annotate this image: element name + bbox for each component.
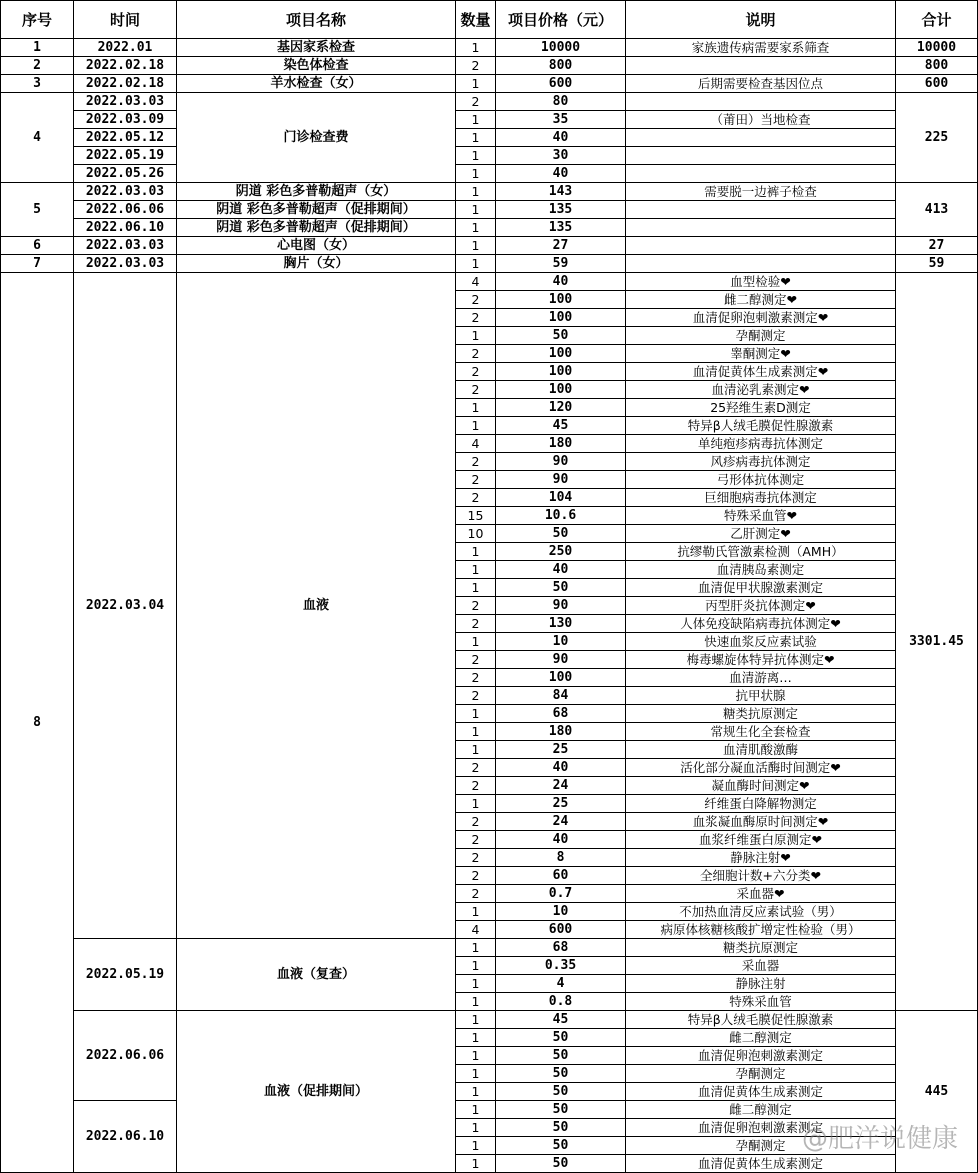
row-price: 90 xyxy=(496,453,626,471)
row-note: 血清胰岛素测定 xyxy=(626,561,896,579)
row-note: 孕酮测定 xyxy=(626,1137,896,1155)
header-date: 时间 xyxy=(74,1,177,39)
row-qty: 1 xyxy=(456,723,496,741)
table-row xyxy=(1,183,978,201)
row-item: 心电图（女） xyxy=(177,237,456,255)
table-row xyxy=(1,255,978,273)
row-note xyxy=(626,57,896,75)
row-total: 445 xyxy=(896,1011,978,1173)
row-note: 抗甲状腺 xyxy=(626,687,896,705)
row-price: 135 xyxy=(496,219,626,237)
row-note: 血清促黄体生成素测定 xyxy=(626,1155,896,1173)
row-qty: 1 xyxy=(456,1065,496,1083)
row-note: 静脉注射❤ xyxy=(626,849,896,867)
row-date: 2022.02.18 xyxy=(74,75,177,93)
row-price: 50 xyxy=(496,1029,626,1047)
row-date: 2022.03.03 xyxy=(74,255,177,273)
row-price: 0.7 xyxy=(496,885,626,903)
row-note: 血清促黄体生成素测定 xyxy=(626,1083,896,1101)
row-note: 血浆凝血酶原时间测定❤ xyxy=(626,813,896,831)
row-note: 纤维蛋白降解物测定 xyxy=(626,795,896,813)
row-note xyxy=(626,219,896,237)
row-price: 27 xyxy=(496,237,626,255)
table-row xyxy=(1,1011,978,1029)
row-price: 24 xyxy=(496,813,626,831)
row-qty: 1 xyxy=(456,75,496,93)
row-note: 快速血浆反应素试验 xyxy=(626,633,896,651)
row-qty: 2 xyxy=(456,453,496,471)
row-date: 2022.06.10 xyxy=(74,1101,177,1173)
row-price: 40 xyxy=(496,273,626,291)
row-note: 血型检验❤ xyxy=(626,273,896,291)
row-price: 40 xyxy=(496,561,626,579)
row-qty: 2 xyxy=(456,309,496,327)
header-note: 说明 xyxy=(626,1,896,39)
row-price: 68 xyxy=(496,939,626,957)
row-note: 梅毒螺旋体特异抗体测定❤ xyxy=(626,651,896,669)
row-note: 雌二醇测定❤ xyxy=(626,291,896,309)
row-qty: 4 xyxy=(456,273,496,291)
row-price: 10 xyxy=(496,903,626,921)
row-qty: 1 xyxy=(456,903,496,921)
row-item: 血液（促排期间） xyxy=(177,1011,456,1173)
row-price: 60 xyxy=(496,867,626,885)
row-qty: 1 xyxy=(456,1011,496,1029)
row-qty: 2 xyxy=(456,831,496,849)
table-row xyxy=(1,129,978,147)
row-qty: 2 xyxy=(456,669,496,687)
row-qty: 1 xyxy=(456,957,496,975)
row-note: 血浆纤维蛋白原测定❤ xyxy=(626,831,896,849)
row-price: 50 xyxy=(496,327,626,345)
row-number: 7 xyxy=(1,255,74,273)
row-qty: 2 xyxy=(456,93,496,111)
row-qty: 2 xyxy=(456,615,496,633)
row-note: 孕酮测定 xyxy=(626,1065,896,1083)
row-price: 45 xyxy=(496,417,626,435)
row-price: 59 xyxy=(496,255,626,273)
row-qty: 1 xyxy=(456,633,496,651)
row-note xyxy=(626,201,896,219)
row-price: 600 xyxy=(496,921,626,939)
row-note: 采血器 xyxy=(626,957,896,975)
row-qty: 2 xyxy=(456,345,496,363)
row-qty: 2 xyxy=(456,849,496,867)
row-price: 40 xyxy=(496,129,626,147)
row-note: 单纯疱疹病毒抗体测定 xyxy=(626,435,896,453)
row-qty: 4 xyxy=(456,921,496,939)
row-price: 250 xyxy=(496,543,626,561)
row-item: 血液（复查） xyxy=(177,939,456,1011)
row-note: 雌二醇测定 xyxy=(626,1029,896,1047)
row-price: 35 xyxy=(496,111,626,129)
row-date: 2022.03.04 xyxy=(74,273,177,939)
row-price: 10 xyxy=(496,633,626,651)
row-number: 2 xyxy=(1,57,74,75)
row-qty: 1 xyxy=(456,795,496,813)
row-note xyxy=(626,147,896,165)
row-qty: 10 xyxy=(456,525,496,543)
row-qty: 1 xyxy=(456,147,496,165)
header-item: 项目名称 xyxy=(177,1,456,39)
row-total: 800 xyxy=(896,57,978,75)
row-price: 40 xyxy=(496,831,626,849)
row-date: 2022.05.19 xyxy=(74,939,177,1011)
row-qty: 1 xyxy=(456,1137,496,1155)
row-qty: 2 xyxy=(456,57,496,75)
row-note: 凝血酶时间测定❤ xyxy=(626,777,896,795)
row-note: 后期需要检查基因位点 xyxy=(626,75,896,93)
row-date: 2022.02.18 xyxy=(74,57,177,75)
row-note: 家族遗传病需要家系筛查 xyxy=(626,39,896,57)
row-qty: 1 xyxy=(456,1047,496,1065)
row-qty: 1 xyxy=(456,417,496,435)
row-price: 50 xyxy=(496,1047,626,1065)
table-row xyxy=(1,57,978,75)
row-note: 孕酮测定 xyxy=(626,327,896,345)
row-total: 225 xyxy=(896,93,978,183)
row-note: 血清泌乳素测定❤ xyxy=(626,381,896,399)
row-qty: 1 xyxy=(456,1083,496,1101)
row-number: 5 xyxy=(1,183,74,237)
row-price: 0.35 xyxy=(496,957,626,975)
row-note: （莆田）当地检查 xyxy=(626,111,896,129)
row-date: 2022.03.03 xyxy=(74,183,177,201)
row-note: 常规生化全套检查 xyxy=(626,723,896,741)
row-date: 2022.06.10 xyxy=(74,219,177,237)
row-note: 活化部分凝血活酶时间测定❤ xyxy=(626,759,896,777)
row-date: 2022.03.09 xyxy=(74,111,177,129)
row-item: 阴道 彩色多普勒超声（促排期间） xyxy=(177,201,456,219)
row-qty: 2 xyxy=(456,687,496,705)
row-qty: 2 xyxy=(456,363,496,381)
row-total: 3301.45 xyxy=(896,273,978,1011)
table-row xyxy=(1,147,978,165)
row-qty: 1 xyxy=(456,39,496,57)
header-no: 序号 xyxy=(1,1,74,39)
row-price: 50 xyxy=(496,1155,626,1173)
row-price: 50 xyxy=(496,1065,626,1083)
row-note: 病原体核糖核酸扩增定性检验（男） xyxy=(626,921,896,939)
row-total: 10000 xyxy=(896,39,978,57)
row-note: 静脉注射 xyxy=(626,975,896,993)
row-qty: 15 xyxy=(456,507,496,525)
row-price: 800 xyxy=(496,57,626,75)
row-note: 特殊采血管 xyxy=(626,993,896,1011)
row-note: 风疹病毒抗体测定 xyxy=(626,453,896,471)
row-qty: 2 xyxy=(456,471,496,489)
row-price: 135 xyxy=(496,201,626,219)
row-qty: 1 xyxy=(456,165,496,183)
table-row xyxy=(1,201,978,219)
row-note: 血清促卵泡刺激素测定 xyxy=(626,1119,896,1137)
row-total: 413 xyxy=(896,183,978,237)
row-price: 10000 xyxy=(496,39,626,57)
table-row xyxy=(1,39,978,57)
row-price: 50 xyxy=(496,1101,626,1119)
table-row xyxy=(1,273,978,291)
row-qty: 2 xyxy=(456,489,496,507)
row-note: 全细胞计数+六分类❤ xyxy=(626,867,896,885)
row-qty: 1 xyxy=(456,939,496,957)
row-qty: 1 xyxy=(456,183,496,201)
row-note: 人体免疫缺陷病毒抗体测定❤ xyxy=(626,615,896,633)
table-row xyxy=(1,1101,978,1119)
row-note: 弓形体抗体测定 xyxy=(626,471,896,489)
row-note: 血清促卵泡刺激素测定❤ xyxy=(626,309,896,327)
row-qty: 1 xyxy=(456,129,496,147)
table-row xyxy=(1,75,978,93)
row-total: 59 xyxy=(896,255,978,273)
row-qty: 2 xyxy=(456,651,496,669)
row-note: 巨细胞病毒抗体测定 xyxy=(626,489,896,507)
row-qty: 1 xyxy=(456,543,496,561)
row-qty: 1 xyxy=(456,1029,496,1047)
row-number: 6 xyxy=(1,237,74,255)
row-price: 30 xyxy=(496,147,626,165)
table-row xyxy=(1,939,978,957)
row-qty: 2 xyxy=(456,381,496,399)
row-price: 10.6 xyxy=(496,507,626,525)
row-price: 100 xyxy=(496,291,626,309)
row-price: 100 xyxy=(496,345,626,363)
row-qty: 1 xyxy=(456,237,496,255)
row-qty: 1 xyxy=(456,219,496,237)
row-price: 90 xyxy=(496,597,626,615)
row-number: 1 xyxy=(1,39,74,57)
row-note: 血清促黄体生成素测定❤ xyxy=(626,363,896,381)
table-row xyxy=(1,111,978,129)
row-price: 143 xyxy=(496,183,626,201)
row-price: 600 xyxy=(496,75,626,93)
row-price: 45 xyxy=(496,1011,626,1029)
row-note: 睾酮测定❤ xyxy=(626,345,896,363)
row-price: 84 xyxy=(496,687,626,705)
row-date: 2022.06.06 xyxy=(74,1011,177,1101)
row-qty: 1 xyxy=(456,975,496,993)
row-price: 40 xyxy=(496,759,626,777)
row-note: 特异β人绒毛膜促性腺激素 xyxy=(626,1011,896,1029)
row-price: 100 xyxy=(496,309,626,327)
row-item: 阴道 彩色多普勒超声（女） xyxy=(177,183,456,201)
row-qty: 1 xyxy=(456,1119,496,1137)
row-note: 特异β人绒毛膜促性腺激素 xyxy=(626,417,896,435)
table-body xyxy=(1,39,978,1173)
row-price: 104 xyxy=(496,489,626,507)
row-qty: 1 xyxy=(456,327,496,345)
row-qty: 2 xyxy=(456,291,496,309)
row-number: 3 xyxy=(1,75,74,93)
table-row xyxy=(1,219,978,237)
row-qty: 1 xyxy=(456,255,496,273)
row-qty: 1 xyxy=(456,1101,496,1119)
row-price: 25 xyxy=(496,795,626,813)
row-note: 采血器❤ xyxy=(626,885,896,903)
row-price: 24 xyxy=(496,777,626,795)
row-price: 50 xyxy=(496,1137,626,1155)
row-number: 4 xyxy=(1,93,74,183)
row-date: 2022.05.26 xyxy=(74,165,177,183)
row-qty: 4 xyxy=(456,435,496,453)
header-qty: 数量 xyxy=(456,1,496,39)
row-item: 血液 xyxy=(177,273,456,939)
row-price: 50 xyxy=(496,1119,626,1137)
table-row xyxy=(1,165,978,183)
row-price: 68 xyxy=(496,705,626,723)
row-date: 2022.03.03 xyxy=(74,237,177,255)
row-price: 180 xyxy=(496,723,626,741)
row-qty: 2 xyxy=(456,597,496,615)
row-qty: 2 xyxy=(456,813,496,831)
row-qty: 2 xyxy=(456,777,496,795)
header-price: 项目价格（元） xyxy=(496,1,626,39)
row-item: 基因家系检查 xyxy=(177,39,456,57)
row-date: 2022.06.06 xyxy=(74,201,177,219)
table-row xyxy=(1,237,978,255)
row-price: 120 xyxy=(496,399,626,417)
row-note: 糖类抗原测定 xyxy=(626,939,896,957)
row-note: 特殊采血管❤ xyxy=(626,507,896,525)
row-number: 8 xyxy=(1,273,74,1173)
row-qty: 1 xyxy=(456,1155,496,1173)
row-qty: 1 xyxy=(456,111,496,129)
row-price: 40 xyxy=(496,165,626,183)
row-item: 羊水检查（女） xyxy=(177,75,456,93)
row-item: 阴道 彩色多普勒超声（促排期间） xyxy=(177,219,456,237)
row-total: 27 xyxy=(896,237,978,255)
row-note: 抗缪勒氏管激素检测（AMH） xyxy=(626,543,896,561)
row-price: 25 xyxy=(496,741,626,759)
row-note: 糖类抗原测定 xyxy=(626,705,896,723)
row-price: 90 xyxy=(496,651,626,669)
row-note: 乙肝测定❤ xyxy=(626,525,896,543)
row-note: 丙型肝炎抗体测定❤ xyxy=(626,597,896,615)
row-price: 0.8 xyxy=(496,993,626,1011)
row-qty: 1 xyxy=(456,705,496,723)
row-note: 需要脱一边裤子检查 xyxy=(626,183,896,201)
row-note: 25羟维生素D测定 xyxy=(626,399,896,417)
row-note: 血清促甲状腺激素测定 xyxy=(626,579,896,597)
row-price: 100 xyxy=(496,381,626,399)
row-qty: 2 xyxy=(456,759,496,777)
row-note: 不加热血清反应素试验（男） xyxy=(626,903,896,921)
row-price: 50 xyxy=(496,1083,626,1101)
row-date: 2022.05.19 xyxy=(74,147,177,165)
row-note xyxy=(626,237,896,255)
row-price: 80 xyxy=(496,93,626,111)
row-date: 2022.01 xyxy=(74,39,177,57)
row-qty: 1 xyxy=(456,399,496,417)
row-note: 血清游离… xyxy=(626,669,896,687)
row-price: 8 xyxy=(496,849,626,867)
row-price: 180 xyxy=(496,435,626,453)
row-note xyxy=(626,255,896,273)
row-date: 2022.05.12 xyxy=(74,129,177,147)
row-qty: 1 xyxy=(456,201,496,219)
row-note: 雌二醇测定 xyxy=(626,1101,896,1119)
row-price: 100 xyxy=(496,669,626,687)
row-price: 100 xyxy=(496,363,626,381)
row-qty: 1 xyxy=(456,993,496,1011)
row-note: 血清肌酸激酶 xyxy=(626,741,896,759)
row-item: 门诊检查费 xyxy=(177,93,456,183)
row-total: 600 xyxy=(896,75,978,93)
row-item: 胸片（女） xyxy=(177,255,456,273)
header-row xyxy=(1,1,978,39)
row-note xyxy=(626,165,896,183)
row-item: 染色体检查 xyxy=(177,57,456,75)
row-qty: 2 xyxy=(456,867,496,885)
row-price: 50 xyxy=(496,579,626,597)
watermark: @肥洋说健康 xyxy=(801,1124,958,1154)
row-qty: 1 xyxy=(456,741,496,759)
row-price: 130 xyxy=(496,615,626,633)
row-date: 2022.03.03 xyxy=(74,93,177,111)
header-total: 合计 xyxy=(896,1,978,39)
row-note: 血清促卵泡刺激素测定 xyxy=(626,1047,896,1065)
row-qty: 2 xyxy=(456,885,496,903)
table-row xyxy=(1,93,978,111)
row-qty: 1 xyxy=(456,561,496,579)
row-note xyxy=(626,93,896,111)
row-price: 4 xyxy=(496,975,626,993)
row-price: 50 xyxy=(496,525,626,543)
row-price: 90 xyxy=(496,471,626,489)
row-note xyxy=(626,129,896,147)
row-qty: 1 xyxy=(456,579,496,597)
